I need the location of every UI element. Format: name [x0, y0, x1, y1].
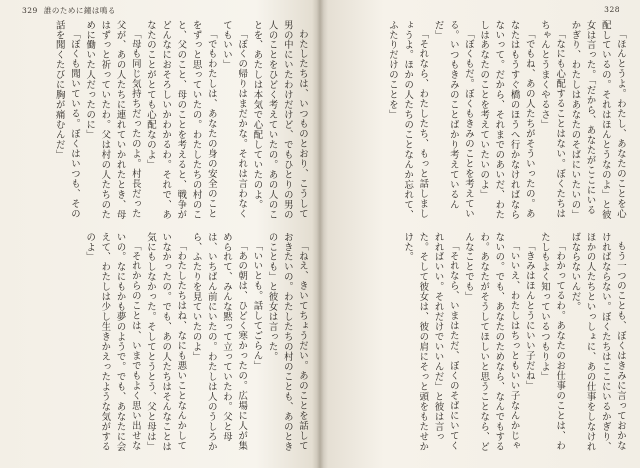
lower-text-block: [18, 232, 310, 454]
paragraph: 「でもわたしは、あなたの身の安全のことをずっと思っていたの。わたしたちの村のこと、父のこと、母のことを考えると、戦争がどんなにおそろしいかわかるわ。それで、あなたのことがとても心配なのよ」: [144, 20, 217, 220]
paragraph: 「ぼくもだ。ぼくもきみのことを考えている。いつもきみのことばかり考えているんだ」: [432, 20, 474, 220]
paragraph: 「ぼくの帰りはまだかな。それは言わなくてもいい」: [220, 20, 248, 220]
running-head: [22, 5, 116, 16]
paragraph: 「わたしたちはね、なにも悪いことなんかしていなかったの。でも、あの人たちはそんなことは気にもしなかった。そしてとうとう、父と母は」: [144, 232, 187, 452]
paragraph: 「それなら、わたしたち、もっと話しましょうよ。ほかの人たちのことなんか忘れて、ふたりだけのことを」: [386, 20, 429, 220]
right-page: [320, 0, 640, 468]
paragraph: 「なにも心配することはない。ぼくたちはちゃんとうまくやるさ」: [538, 20, 566, 220]
paragraph: 「ねえ、きいてちょうだい。あのことを話しておきたいの。わたしたちの村のことも、あのときのことも」と彼女は言った。: [266, 232, 308, 452]
upper-text-block: [18, 20, 310, 220]
paragraph: 「ぼくも聞いている。ぼくはいつも、その話を聞くたびに胸が痛むんだ」: [53, 20, 80, 220]
paragraph: わたしたちは、いつものとおり、こうして男の中にいたわけだけど、でもひとりの男の人のことをひどく考えていたの。あの人のことを、あたしは本気で心配していたのよ。: [251, 20, 308, 220]
paragraph: 「でもね、あの人たちがそういったの。あなたはもうすぐ橋のほうへ行かなければならないって。だから、それまでのあいだ、わたしはあなたのことを考えていたいのよ」: [478, 20, 535, 220]
paragraph: 「いいとも。話してごらん」: [251, 241, 263, 372]
paragraph: もう一つのことも、ぼくはきみに言っておかなければならない。ぼくたちはここにいるかぎり、ほかの人たちといっしょに、あの仕事をしなければならないんだ。: [569, 232, 626, 452]
running-title: 誰のために鐘は鳴る: [43, 6, 116, 15]
upper-text-block: [332, 20, 628, 220]
page-number: 329: [22, 6, 38, 15]
lower-text-block: [332, 232, 628, 454]
paragraph: 「わかってるわ。あなたのお仕事のことは、わたしもよく知っているつもりよ」: [538, 232, 566, 452]
paragraph: 「あの朝は、ひどく寒かったの。広場に人が集められて、みんな黙って立っていたわ。父と母は、いちばん前にいたの。わたしは人のうしろから、ふたりを見ていたのよ」: [190, 232, 248, 452]
paragraph: 「それなら、いまはただ、ぼくのそばにいてくれればいい。それだけでいいんだ」と彼は言った。そして彼女は、彼の肩にそっと頭をもたせかけた。: [402, 232, 459, 452]
paragraph: 「いいえ、わたしはちっともいい子なんかじゃないの。でも、あなたのためなら、なんでもするわ。あなたがそうしてほしいと思うことなら、どんなことでも」: [462, 232, 520, 452]
paragraph: 「母も同じ気持ちだったのよ。村長だった父が、あの人たちに連れていかれたとき、母はずっと祈っていたわ。父は村の人たちのために働いた人だったのに」: [84, 20, 141, 220]
paragraph: 「それからのことは、いまでもよく思い出せないの。なにもかも夢のようで。でも、あなたに会えて、わたしは少し生きかえったような気がするのよ」: [84, 232, 141, 452]
page-number: 328: [604, 5, 620, 14]
paragraph: 「ほんとうよ。わたし、あなたのことを心配しているの。それはほんとうなのよ」と彼女は言った。「だから、あなたがここにいるかぎり、わたしはあなたのそばにいたいの」: [569, 20, 626, 220]
running-head: [604, 5, 620, 14]
paragraph: 「きみはほんとうにいい子だね」: [523, 241, 535, 392]
